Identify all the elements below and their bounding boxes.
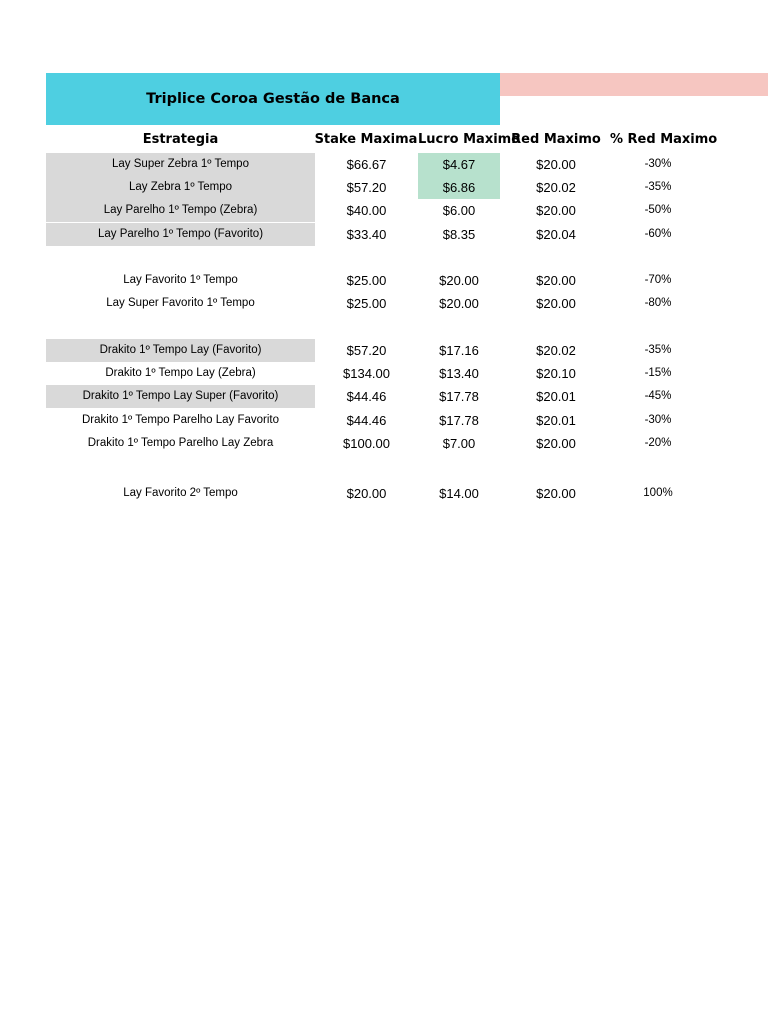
- stake-cell[interactable]: $25.00: [346, 273, 387, 288]
- strategy-cell[interactable]: Lay Favorito 1º Tempo: [123, 274, 238, 286]
- header-stake-maxima[interactable]: Stake Maxima: [314, 132, 418, 147]
- strategy-cell[interactable]: Drakito 1º Tempo Parelho Lay Favorito: [81, 414, 280, 426]
- table-row: [0, 432, 768, 455]
- pct-cell[interactable]: -70%: [644, 274, 672, 286]
- table-row: [0, 409, 768, 432]
- pct-cell[interactable]: -45%: [644, 390, 672, 402]
- table-row: [0, 362, 768, 385]
- lucro-cell[interactable]: $17.16: [439, 343, 479, 358]
- lucro-cell[interactable]: $14.00: [439, 486, 479, 501]
- header-estrategia[interactable]: Estrategia: [142, 132, 219, 147]
- lucro-cell[interactable]: $4.67: [418, 153, 500, 176]
- stake-cell[interactable]: $44.46: [346, 389, 387, 404]
- lucro-cell[interactable]: $20.00: [439, 273, 479, 288]
- stake-cell[interactable]: $33.40: [346, 227, 387, 242]
- pct-cell[interactable]: -20%: [644, 437, 672, 449]
- strategy-cell[interactable]: Lay Favorito 2º Tempo: [123, 487, 238, 499]
- table-row: [0, 269, 768, 292]
- pct-cell[interactable]: -60%: [644, 228, 672, 240]
- strategy-cell[interactable]: Lay Super Favorito 1º Tempo: [106, 297, 255, 309]
- table-row: [0, 482, 768, 505]
- strategy-cell[interactable]: Lay Super Zebra 1º Tempo: [46, 153, 315, 176]
- strategy-cell[interactable]: Lay Parelho 1º Tempo (Zebra): [46, 199, 315, 222]
- lucro-cell[interactable]: $6.86: [418, 176, 500, 199]
- pct-cell[interactable]: -35%: [644, 181, 672, 193]
- pct-cell[interactable]: 100%: [643, 487, 673, 499]
- red-cell[interactable]: $20.00: [536, 296, 576, 311]
- red-cell[interactable]: $20.00: [536, 203, 576, 218]
- highlighted-cell-band[interactable]: [500, 73, 768, 96]
- stake-cell[interactable]: $57.20: [346, 343, 387, 358]
- table-row: [0, 176, 768, 199]
- strategy-cell[interactable]: Drakito 1º Tempo Lay (Favorito): [46, 339, 315, 362]
- table-row: [0, 385, 768, 408]
- pct-cell[interactable]: -80%: [644, 297, 672, 309]
- pct-cell[interactable]: -35%: [644, 344, 672, 356]
- lucro-cell[interactable]: $7.00: [442, 436, 476, 451]
- table-row: [0, 153, 768, 176]
- sheet-title: Triplice Coroa Gestão de Banca: [146, 91, 400, 107]
- stake-cell[interactable]: $100.00: [343, 436, 390, 451]
- red-cell[interactable]: $20.10: [536, 366, 576, 381]
- red-cell[interactable]: $20.00: [536, 486, 576, 501]
- lucro-cell[interactable]: $13.40: [439, 366, 479, 381]
- stake-cell[interactable]: $44.46: [346, 413, 387, 428]
- red-cell[interactable]: $20.04: [536, 227, 576, 242]
- lucro-cell[interactable]: $17.78: [439, 389, 479, 404]
- red-cell[interactable]: $20.01: [536, 413, 576, 428]
- lucro-cell[interactable]: $17.78: [439, 413, 479, 428]
- red-cell[interactable]: $20.02: [536, 180, 576, 195]
- lucro-cell[interactable]: $8.35: [442, 227, 476, 242]
- table-row: [0, 339, 768, 362]
- pct-cell[interactable]: -15%: [644, 367, 672, 379]
- stake-cell[interactable]: $40.00: [346, 203, 387, 218]
- strategy-cell[interactable]: Lay Parelho 1º Tempo (Favorito): [46, 223, 315, 246]
- strategy-cell[interactable]: Drakito 1º Tempo Lay Super (Favorito): [46, 385, 315, 408]
- header-pct-red-maximo[interactable]: % Red Maximo: [610, 132, 718, 147]
- lucro-cell[interactable]: $20.00: [439, 296, 479, 311]
- red-cell[interactable]: $20.01: [536, 389, 576, 404]
- lucro-cell[interactable]: $6.00: [442, 203, 476, 218]
- stake-cell[interactable]: $66.67: [346, 157, 387, 172]
- pct-cell[interactable]: -30%: [644, 158, 672, 170]
- stake-cell[interactable]: $25.00: [346, 296, 387, 311]
- red-cell[interactable]: $20.00: [536, 157, 576, 172]
- strategy-cell[interactable]: Lay Zebra 1º Tempo: [46, 176, 315, 199]
- table-row: [0, 292, 768, 315]
- pct-cell[interactable]: -30%: [644, 414, 672, 426]
- strategy-cell[interactable]: Drakito 1º Tempo Parelho Lay Zebra: [87, 437, 274, 449]
- table-row: [0, 199, 768, 222]
- table-row: [0, 223, 768, 246]
- stake-cell[interactable]: $57.20: [346, 180, 387, 195]
- title-cell[interactable]: [46, 73, 500, 125]
- red-cell[interactable]: $20.00: [536, 436, 576, 451]
- header-lucro-maximo[interactable]: Lucro Maximo: [418, 132, 521, 147]
- stake-cell[interactable]: $134.00: [343, 366, 390, 381]
- pct-cell[interactable]: -50%: [644, 204, 672, 216]
- red-cell[interactable]: $20.02: [536, 343, 576, 358]
- red-cell[interactable]: $20.00: [536, 273, 576, 288]
- stake-cell[interactable]: $20.00: [346, 486, 387, 501]
- header-red-maximo[interactable]: Red Maximo: [511, 132, 601, 147]
- strategy-cell[interactable]: Drakito 1º Tempo Lay (Zebra): [105, 367, 256, 379]
